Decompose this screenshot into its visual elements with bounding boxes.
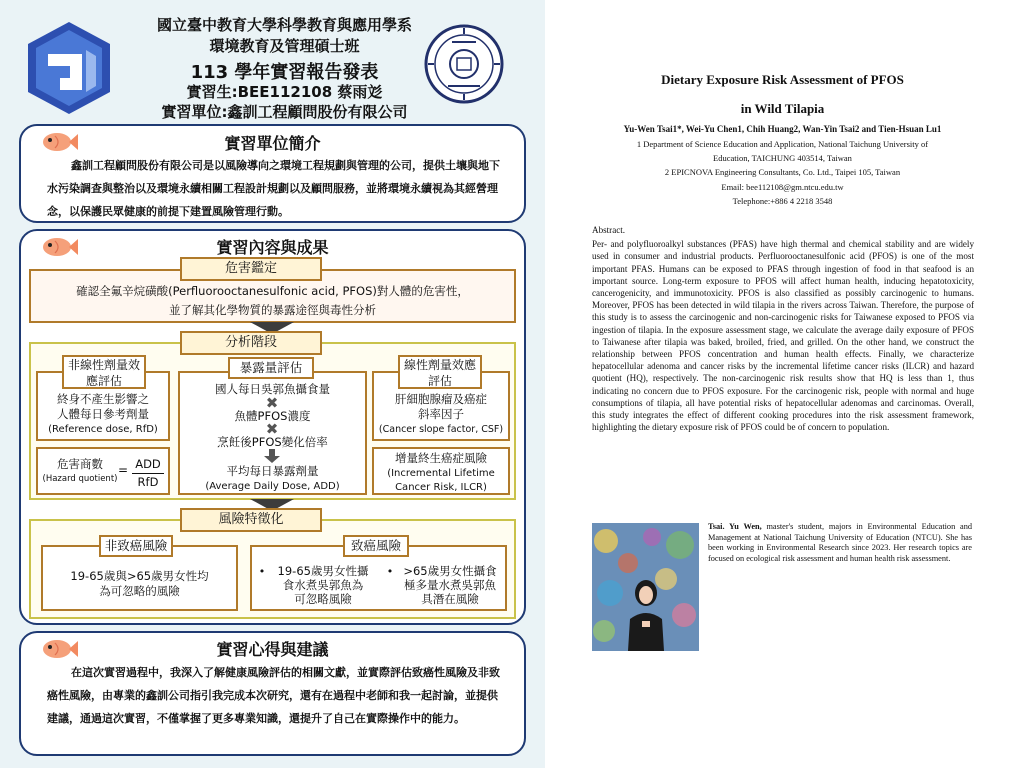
exposure-line-3: 烹飪後PFOS變化倍率 [217, 435, 328, 449]
reflection-title: 實習心得與建議 [216, 640, 329, 659]
reflection-panel [19, 631, 526, 756]
risk-tag: 風險特徵化 [180, 508, 322, 532]
exposure-line-2: 魚體PFOS濃度 [234, 409, 311, 423]
cancer-label: 致癌風險 [343, 535, 409, 557]
exposure-line-5: (Average Daily Dose, ADD) [205, 481, 340, 492]
contact-email: Email: bee112108@gm.ntcu.edu.tw [721, 182, 844, 192]
hq-label-en: (Hazard quotient) [42, 474, 118, 484]
exposure-label: 暴露量評估 [228, 357, 314, 379]
affiliation-1a: 1 Department of Science Education and Application, National Taichung University of [636, 139, 929, 149]
noncancer-line-1: 19-65歲與>65歲男女性均 [70, 569, 209, 583]
content-title: 實習內容與成果 [216, 238, 329, 257]
exposure-line-4: 平均每日暴露劑量 [226, 464, 319, 478]
intro-text: 鑫訓工程顧問股份有限公司是以風險導向之環境工程規劃與管理的公司，提供土壤與地下水污染調查與整治以及環境永續相關工程設計規劃以及顧問服務，並將環境永續視為其經營理念，以保護民眾健康的前提下建置風險管理行動。 [47, 159, 500, 218]
paper-title-line-1: Dietary Exposure Risk Assessment of PFOS [661, 72, 904, 87]
analysis-tag: 分析階段 [180, 331, 322, 355]
nonlinear-line-2: 人體每日參考劑量 [57, 407, 149, 421]
cancer-b1-line-2: 食水煮吳郭魚為 [282, 578, 364, 592]
linear-label: 線性劑量效應評估 [398, 355, 482, 389]
hq-denominator: RfD [137, 475, 159, 489]
bio-name: Tsai. Yu Wen, [708, 522, 762, 531]
down-arrow-icon [264, 449, 280, 463]
multiply-icon: ✖ [265, 394, 279, 412]
multiply-icon: ✖ [265, 420, 279, 438]
bio-text: master's student, majors in Environmental Education and Management at National Taichung University of Education (NTCU). She has been working in Environmental Research since 2023. Her research topics are focused on ecological risk assessment and human health risk assessment. [708, 522, 972, 563]
author-photo [592, 523, 699, 651]
exposure-line-1: 國人每日吳郭魚攝食量 [215, 382, 330, 396]
bullet-dot: • [258, 565, 266, 578]
hazard-line-1: 確認全氟辛烷磺酸(Perfluorooctanesulfonic acid, PFOS)對人體的危害性， [76, 284, 469, 298]
hazard-tag: 危害鑑定 [180, 257, 322, 281]
cancer-b2-line-1: >65歲男女性攝食 [403, 564, 497, 578]
intro-title: 實習單位簡介 [224, 134, 321, 153]
cancer-b2-line-2: 極多量水煮吳郭魚 [404, 578, 496, 592]
linear-line-2: 斜率因子 [418, 407, 464, 421]
nonlinear-line-3: (Reference dose, RfD) [48, 424, 158, 435]
intern-name: 實習生:BEE112108 蔡雨彣 [186, 83, 383, 101]
paper-authors: Yu-Wen Tsai1*, Wei-Yu Chen1, Chih Huang2, Wan-Yin Tsai2 and Tien-Hsuan Lu1 [623, 124, 942, 134]
nonlinear-line-1: 終身不產生影響之 [57, 392, 149, 406]
linear-line-3: (Cancer slope factor, CSF) [378, 424, 504, 435]
cancer-b2-line-3: 具潛在風險 [421, 592, 479, 606]
noncancer-label: 非致癌風險 [99, 535, 173, 557]
cancer-b1-line-3: 可忽略風險 [294, 592, 352, 606]
intern-unit: 實習單位:鑫訓工程顧問股份有限公司 [161, 103, 408, 121]
nonlinear-label: 非線性劑量效應評估 [62, 355, 146, 389]
reflection-text: 在這次實習過程中，我深入了解健康風險評估的相關文獻，並實際評估致癌性風險及非致癌性風險，由專業的鑫訓公司指引我完成本次研究，還有在過程中老師和我一起討論，並提供建議，通過這次實習，不僅掌握了更多專業知識，還提升了自己在實際操作中的能力。 [47, 666, 500, 725]
noncancer-line-2: 為可忽略的風險 [99, 584, 180, 598]
abstract-block [592, 224, 974, 433]
department-name: 國立臺中教育大學科學教育與應用學系 [156, 16, 412, 34]
bullet-dot: • [386, 565, 394, 578]
hazard-line-2: 並了解其化學物質的暴露途徑與毒性分析 [169, 303, 376, 317]
hq-label: 危害商數 [57, 457, 103, 471]
abstract-text: Per- and polyfluoroalkyl substances (PFAS) have high thermal and chemical stability and are widely used in consumer and industrial products. Perfluorooctanesulfonic acid (PFOS) is one of the most important PFAS. Humans can be exposed to PFAS through ingestion of food in that seafood is an important source. Long-term exposure to PFOS will affect human health, inducing hepatotoxicity, cancerogenicity, and immunotoxicity. PFOS is also classified as possibly carcinogenic to humans. Moreover, PFOS has been detected in wild tilapia in the rivers across Taiwan. Therefore, the purpose of this study is to assess the carcinogenic and non-carcinogenic risks for Taiwanese exposed to PFOS via ingestion of tilapia. In the exposure assessment stage, we calculate the average daily exposure of PFOS to Taiwanese after tilapia was baked, broiled, fried, and grilled. On the other hand, we construct the relationship between PFOS concentration and human health effects. Finally, we characterize hepatocellular adenoma and cancer risks by the incremental lifetime cancer risks (ILCR) and hazard quotient (HQ), respectively. The non-carcinogenic risk results show that HQ is less than 1, thus indicating no concern due to PFOS exposure. For the carcinogenic risk, people with normal and huge consumptions of tilapia, all have potential risks of hepatocellular adenomas and carcinomas. Overall, this study integrates the effect of different cooking procedures into the risk assessment framework, highlighting the dietary exposure risk of PFOS could be of concern to population. [592, 239, 974, 433]
contact-phone: Telephone:+886 4 2218 3548 [732, 196, 833, 206]
program-name: 環境教育及管理碩士班 [209, 37, 360, 55]
ilcr-line-1: 增量終生癌症風險 [395, 451, 487, 465]
poster-title: 113 學年實習報告發表 [190, 62, 379, 83]
abstract-label: Abstract. [592, 225, 626, 235]
paper-title-line-2: in Wild Tilapia [740, 101, 825, 116]
ilcr-line-2: (Incremental Lifetime [387, 468, 495, 479]
hq-numerator: ADD [135, 457, 161, 471]
author-bio [708, 522, 972, 564]
paper-abstract-page [590, 0, 985, 768]
intro-panel [19, 124, 526, 223]
cancer-b1-line-1: 19-65歲男女性攝 [277, 564, 369, 578]
hq-fraction-line [132, 473, 164, 474]
ilcr-line-3: Cancer Risk, ILCR) [395, 482, 487, 493]
hq-equals: = [117, 463, 129, 477]
affiliation-2: 2 EPICNOVA Engineering Consultants, Co. Ltd., Taipei 105, Taiwan [664, 167, 901, 177]
affiliation-1b: Education, TAICHUNG 403514, Taiwan [713, 153, 852, 163]
linear-line-1: 肝細胞腺瘤及癌症 [395, 392, 487, 406]
